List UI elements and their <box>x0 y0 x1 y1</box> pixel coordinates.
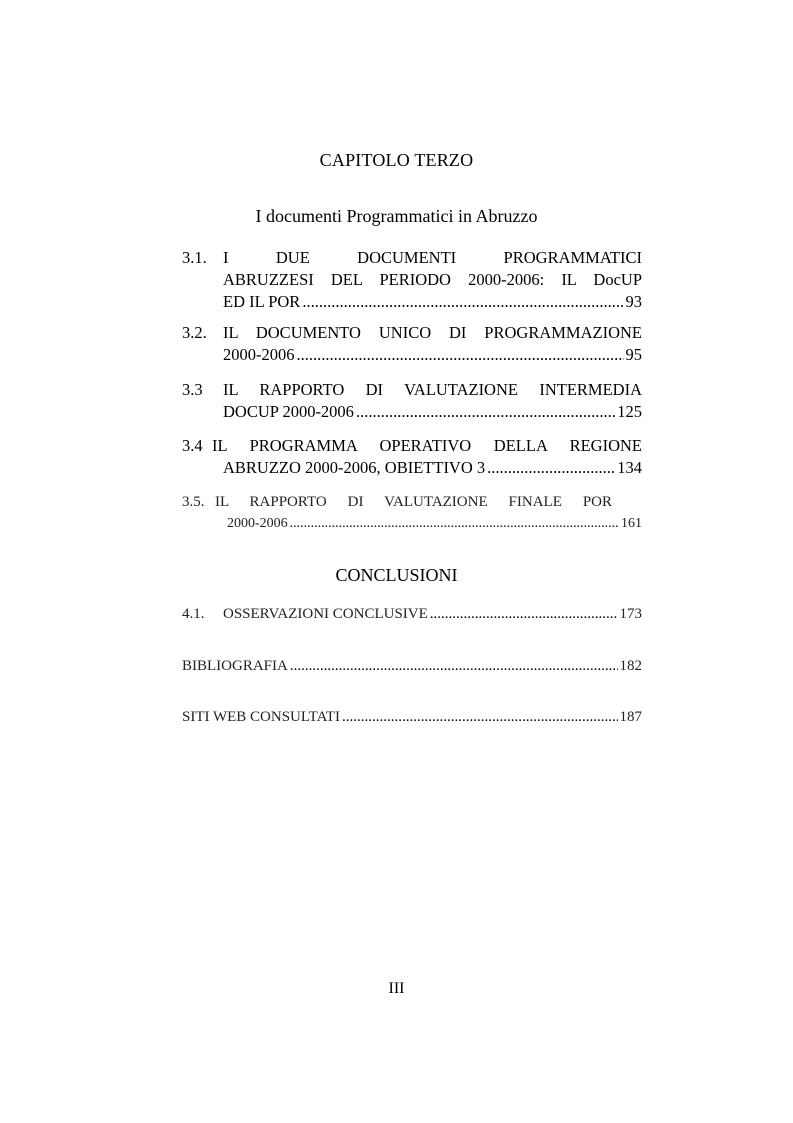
toc-entry-line: BIBLIOGRAFIA <box>182 658 288 674</box>
toc-entry-line: 2000-2006 <box>223 345 295 364</box>
toc-entry-line: I DUE DOCUMENTI PROGRAMMATICI <box>223 248 642 267</box>
toc-entry-bibliography[interactable] <box>182 655 642 677</box>
toc-page-number: 182 <box>619 658 642 674</box>
dot-leader <box>342 706 618 728</box>
toc-entry-3-2[interactable] <box>182 322 642 366</box>
toc-entry-3-1[interactable] <box>182 247 642 313</box>
toc-entry-3-4[interactable] <box>182 435 642 479</box>
dot-leader <box>356 401 615 423</box>
toc-page-number: 161 <box>621 516 642 531</box>
chapter-subtitle: I documenti Programmatici in Abruzzo <box>255 206 538 226</box>
toc-entry-number: 3.4 <box>182 436 203 455</box>
toc-entry-number: 3.1. <box>182 248 207 267</box>
toc-entry-line: IL PROGRAMMA OPERATIVO DELLA REGIONE <box>212 436 642 455</box>
toc-page-number: 187 <box>619 709 642 725</box>
chapter-title: CAPITOLO TERZO <box>319 150 474 170</box>
dot-leader <box>487 457 615 479</box>
toc-entry-line: OSSERVAZIONI CONCLUSIVE <box>223 606 428 622</box>
toc-entry-websites[interactable] <box>182 706 642 728</box>
toc-entry-3-3[interactable] <box>182 379 642 423</box>
toc-entry-number: 4.1. <box>182 606 205 622</box>
toc-entry-line: ABRUZZO 2000-2006, OBIETTIVO 3 <box>223 458 486 477</box>
toc-entry-line: 2000-2006 <box>227 516 288 531</box>
dot-leader <box>290 655 618 677</box>
dot-leader <box>302 291 623 313</box>
toc-entry-line: IL RAPPORTO DI VALUTAZIONE INTERMEDIA <box>223 380 642 399</box>
toc-page-number: 125 <box>617 402 642 421</box>
toc-entry-4-1[interactable] <box>182 603 642 625</box>
page-number: III <box>388 980 405 997</box>
toc-page-number: 173 <box>619 606 642 622</box>
toc-entry-number: 3.5. <box>182 494 205 510</box>
toc-entry-line: SITI WEB CONSULTATI <box>182 709 340 725</box>
toc-entry-3-5[interactable] <box>182 491 642 535</box>
toc-page-number: 134 <box>617 458 642 477</box>
dot-leader <box>290 513 619 535</box>
toc-page-number: 93 <box>625 292 642 311</box>
toc-entry-line: ED IL POR <box>223 292 301 311</box>
toc-entry-number: 3.2. <box>182 323 207 342</box>
toc-entry-line: IL RAPPORTO DI VALUTAZIONE FINALE POR <box>215 494 612 510</box>
toc-entry-line: ABRUZZESI DEL PERIODO 2000-2006: IL DocUP <box>223 270 642 289</box>
toc-entry-line: IL DOCUMENTO UNICO DI PROGRAMMAZIONE <box>223 323 642 342</box>
dot-leader <box>430 603 618 625</box>
toc-page-number: 95 <box>625 345 642 364</box>
toc-entry-number: 3.3 <box>182 380 203 399</box>
conclusions-title: CONCLUSIONI <box>335 565 458 585</box>
dot-leader <box>297 344 624 366</box>
toc-entry-line: DOCUP 2000-2006 <box>223 402 354 421</box>
